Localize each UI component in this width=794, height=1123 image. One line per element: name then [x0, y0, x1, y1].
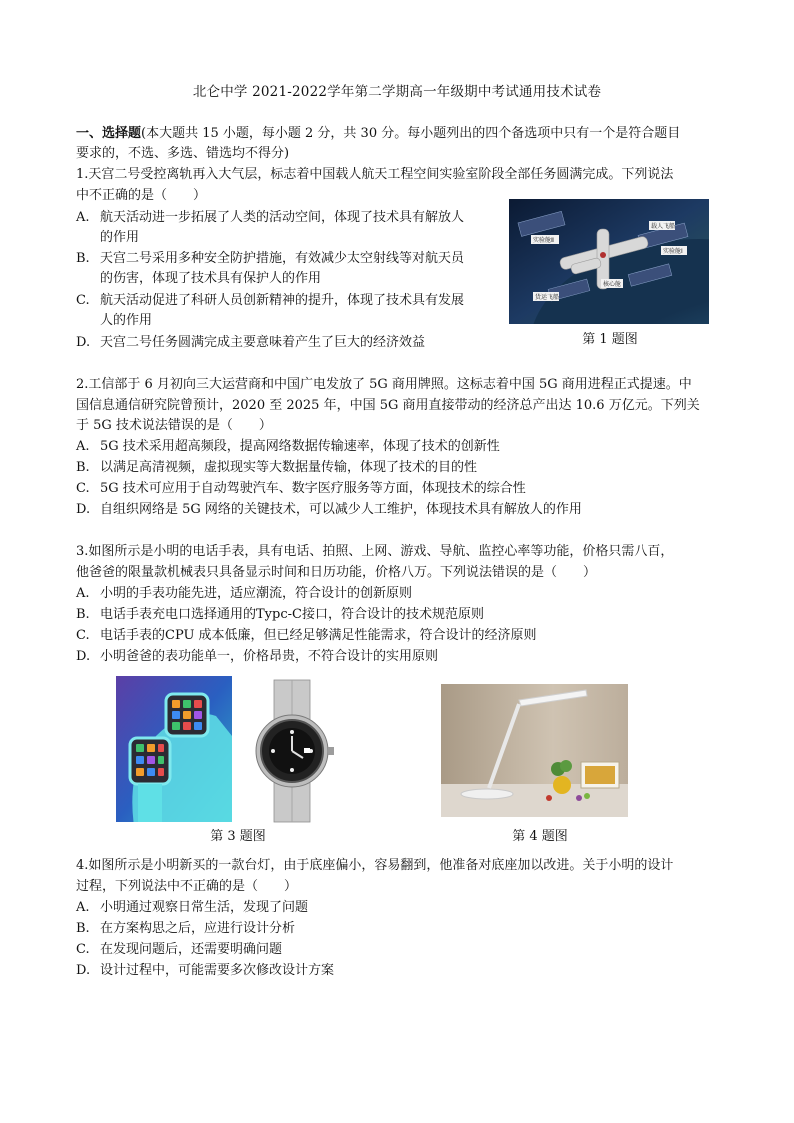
smartwatch-illustration — [116, 676, 232, 822]
q4-stem-line2: 过程，下列说法中不正确的是（ ） — [76, 879, 298, 894]
desk-lamp-image — [441, 684, 628, 817]
q3-stem-line2: 他爸爸的限量款机械表只具备显示时间和日历功能，价格八万。下列说法错误的是（ ） — [76, 565, 597, 580]
label-core-module: 核心舱 — [603, 281, 622, 288]
q4-option-b: B. 在方案构思之后，应进行设计分析 — [76, 921, 296, 936]
section-intro — [76, 124, 680, 144]
desk-lamp-illustration — [441, 684, 628, 817]
mechanical-watch-illustration — [244, 678, 340, 824]
q1-option-c-cont: 人的作用 — [100, 313, 153, 328]
q3-option-a: A. 小明的手表功能先进，适应潮流，符合设计的创新原则 — [76, 586, 413, 601]
q1-option-c: C. 航天活动促进了科研人员创新精神的提升，体现了技术具有发展 — [76, 293, 465, 308]
q2-stem-line1: 2.工信部于 6 月初向三大运营商和中国广电发放了 5G 商用牌照。这标志着中国 5G 商用进程正式提速。中 — [76, 377, 692, 392]
space-station-illustration — [509, 199, 709, 324]
q2-option-c: C. 5G 技术可应用于自动驾驶汽车、数字医疗服务等方面，体现技术的综合性 — [76, 481, 526, 496]
q2-stem-line2: 国信息通信研究院曾预计，2020 至 2025 年，中国 5G 商用直接带动的经济总产出达 10.6 万亿元。下列关 — [76, 398, 700, 413]
q3-figure-caption: 第 3 题图 — [210, 829, 266, 844]
q4-option-d: D. 设计过程中，可能需要多次修改设计方案 — [76, 963, 335, 978]
q1-stem-line2: 中不正确的是（ ） — [76, 188, 207, 203]
q4-option-c: C. 在发现问题后，还需要明确问题 — [76, 942, 283, 957]
q4-stem-line1: 4.如图所示是小明新买的一款台灯，由于底座偏小，容易翻到，他准备对底座加以改进。关于小明的设计 — [76, 858, 674, 873]
q3-option-d: D. 小明爸爸的表功能单一，价格昂贵，不符合设计的实用原则 — [76, 649, 439, 664]
q3-option-c: C. 电话手表的CPU 成本低廉，但已经足够满足性能需求，符合设计的经济原则 — [76, 628, 537, 643]
smartwatch-image — [116, 676, 232, 822]
section-intro-line1: (本大题共 15 小题，每小题 2 分，共 30 分。每小题列出的四个备选项中只有一个是符合题目 — [141, 126, 681, 141]
q1-stem-line1: 1.天宫二号受控离轨再入大气层，标志着中国载人航天工程空间实验室阶段全部任务圆满完成。下列说法 — [76, 167, 674, 182]
space-station-image — [509, 199, 709, 324]
q1-option-b: B. 天宫二号采用多种安全防护措施，有效减少太空射线等对航天员 — [76, 251, 465, 266]
q4-figure-caption: 第 4 题图 — [512, 829, 568, 844]
label-lab-module-2: 实验舱Ⅱ — [533, 237, 554, 244]
q2-option-d: D. 自组织网络是 5G 网络的关键技术，可以减少人工维护，体现技术具有解放人的作用 — [76, 502, 582, 517]
q1-figure-caption: 第 1 题图 — [582, 332, 638, 347]
mechanical-watch-image — [244, 678, 340, 824]
label-cargo-ship: 货运飞船 — [535, 294, 560, 301]
label-crewed-ship: 载人飞船 — [651, 223, 676, 230]
q1-option-b-cont: 的伤害，体现了技术具有保护人的作用 — [100, 271, 322, 286]
q2-option-b: B. 以满足高清视频，虚拟现实等大数据量传输，体现了技术的目的性 — [76, 460, 478, 475]
section-intro-line2: 要求的，不选、多选、错选均不得分) — [76, 146, 290, 161]
label-lab-module-1: 实验舱Ⅰ — [663, 248, 683, 255]
page-title: 北仑中学 2021-2022学年第二学期高一年级期中考试通用技术试卷 — [192, 84, 602, 100]
section-heading: 一、选择题 — [76, 126, 142, 141]
q3-stem-line1: 3.如图所示是小明的电话手表，具有电话、拍照、上网、游戏、导航、监控心率等功能，价格只需八百， — [76, 544, 674, 559]
q1-option-a-cont: 的作用 — [100, 230, 140, 245]
q2-option-a: A. 5G 技术采用超高频段，提高网络数据传输速率，体现了技术的创新性 — [76, 439, 500, 454]
q1-option-a: A. 航天活动进一步拓展了人类的活动空间，体现了技术具有解放人 — [76, 210, 465, 225]
q1-option-d: D. 天宫二号任务圆满完成主要意味着产生了巨大的经济效益 — [76, 335, 426, 350]
q4-option-a: A. 小明通过观察日常生活，发现了问题 — [76, 900, 309, 915]
q3-option-b: B. 电话手表充电口选择通用的Typc-C接口，符合设计的技术规范原则 — [76, 607, 484, 622]
q2-stem-line3: 于 5G 技术说法错误的是（ ） — [76, 418, 272, 433]
